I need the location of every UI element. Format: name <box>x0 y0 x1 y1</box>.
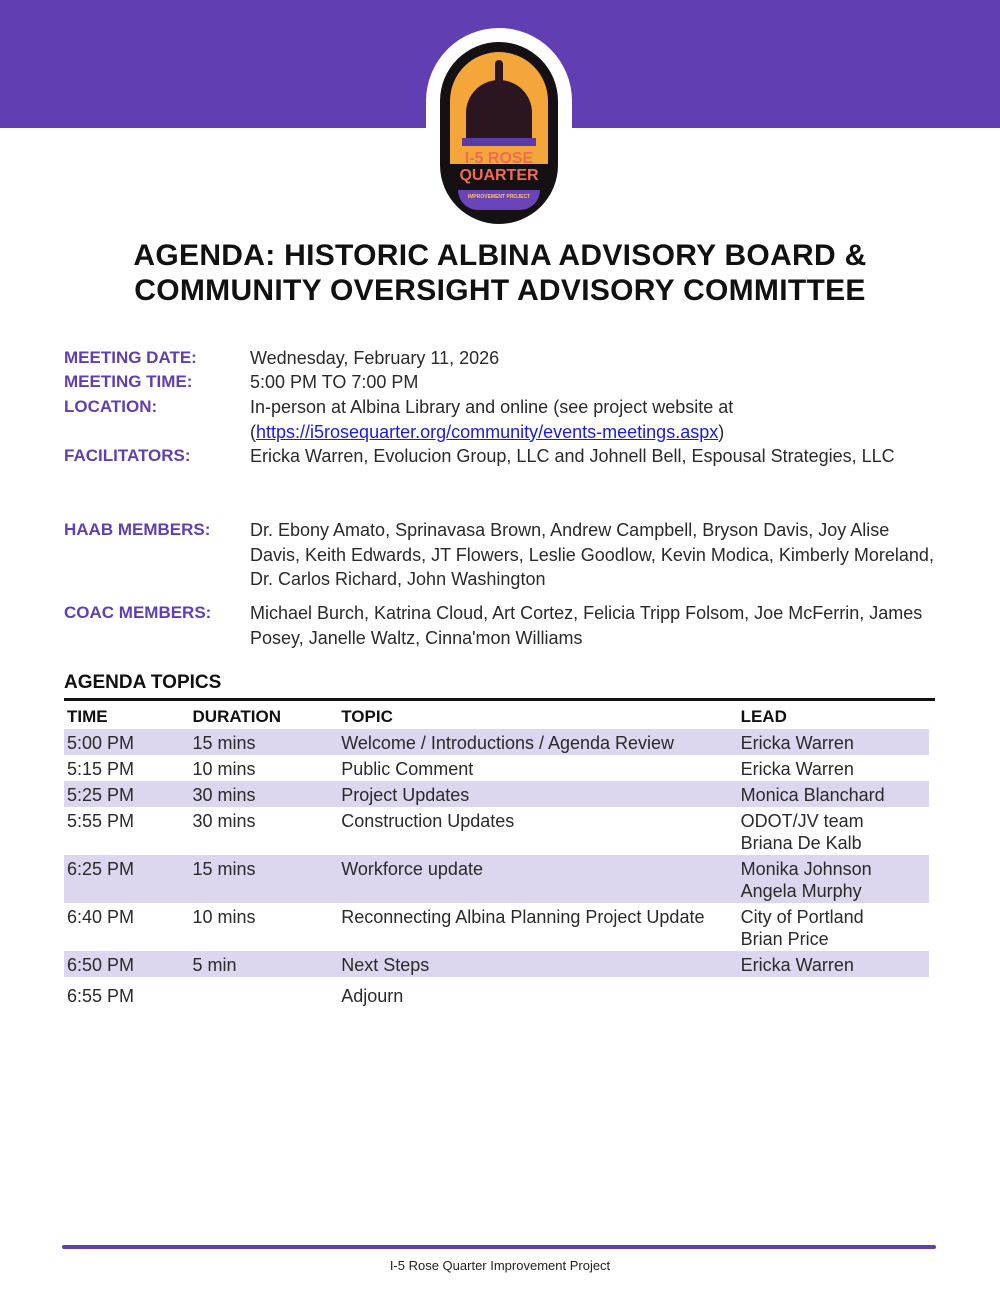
table-row <box>64 855 935 903</box>
table-row <box>64 951 935 977</box>
topic-cell: Public Comment <box>341 759 474 779</box>
lead-cell: Monica Blanchard <box>738 781 929 807</box>
time-cell: 6:40 PM <box>67 907 135 927</box>
topic-cell: Project Updates <box>338 781 737 807</box>
table-row <box>64 903 935 951</box>
lead-cell <box>738 977 929 1008</box>
topic-cell: Workforce update <box>338 855 737 903</box>
table-header: TIME DURATION TOPIC LEAD <box>67 707 787 726</box>
table-row <box>64 781 935 807</box>
lead-cell: City of Portland Brian Price <box>740 907 864 949</box>
duration-cell: 5 min <box>190 951 339 977</box>
agenda-topics-heading: AGENDA TOPICS <box>64 672 222 693</box>
lead-cell: Ericka Warren <box>738 729 929 755</box>
table-row <box>64 807 935 855</box>
topic-cell: Welcome / Introductions / Agenda Review <box>338 729 737 755</box>
table-row <box>64 977 935 1008</box>
duration-cell: 30 mins <box>190 781 339 807</box>
duration-cell: 15 mins <box>190 855 339 903</box>
time-cell: 6:50 PM <box>64 951 190 977</box>
time-cell: 6:25 PM <box>64 855 190 903</box>
lead-cell: Monika Johnson Angela Murphy <box>738 855 929 903</box>
lead-cell: Ericka Warren <box>738 951 929 977</box>
duration-cell: 15 mins <box>190 729 339 755</box>
duration-cell <box>190 977 339 1008</box>
table-row <box>64 755 935 781</box>
page-title: AGENDA: HISTORIC ALBINA ADVISORY BOARD & COMMUNITY OVERSIGHT ADVISORY COMMITTEE <box>133 239 867 307</box>
footer-divider <box>62 1245 936 1249</box>
topic-cell: Adjourn <box>341 986 404 1006</box>
events-meetings-link[interactable]: https://i5rosequarter.org/community/events-meetings.aspx <box>256 421 719 442</box>
time-cell: 5:25 PM <box>64 781 190 807</box>
lead-cell: Ericka Warren <box>740 759 854 779</box>
topic-cell: Reconnecting Albina Planning Project Update <box>341 907 705 927</box>
i5-rose-quarter-logo: I-5 ROSE QUARTER IMPROVEMENT PROJECT <box>440 42 558 224</box>
footer-text: I-5 Rose Quarter Improvement Project <box>389 1258 611 1273</box>
agenda-table <box>64 698 935 1008</box>
table-row <box>64 729 935 755</box>
duration-cell: 30 mins <box>192 811 256 831</box>
time-cell: 5:15 PM <box>67 759 135 779</box>
time-cell: 6:55 PM <box>67 986 135 1006</box>
duration-cell: 10 mins <box>192 759 256 779</box>
time-cell: 5:55 PM <box>67 811 135 831</box>
topic-cell: Next Steps <box>338 951 737 977</box>
duration-cell: 10 mins <box>192 907 256 927</box>
topic-cell: Construction Updates <box>341 811 515 831</box>
time-cell: 5:00 PM <box>64 729 190 755</box>
lead-cell: ODOT/JV team Briana De Kalb <box>740 811 864 853</box>
